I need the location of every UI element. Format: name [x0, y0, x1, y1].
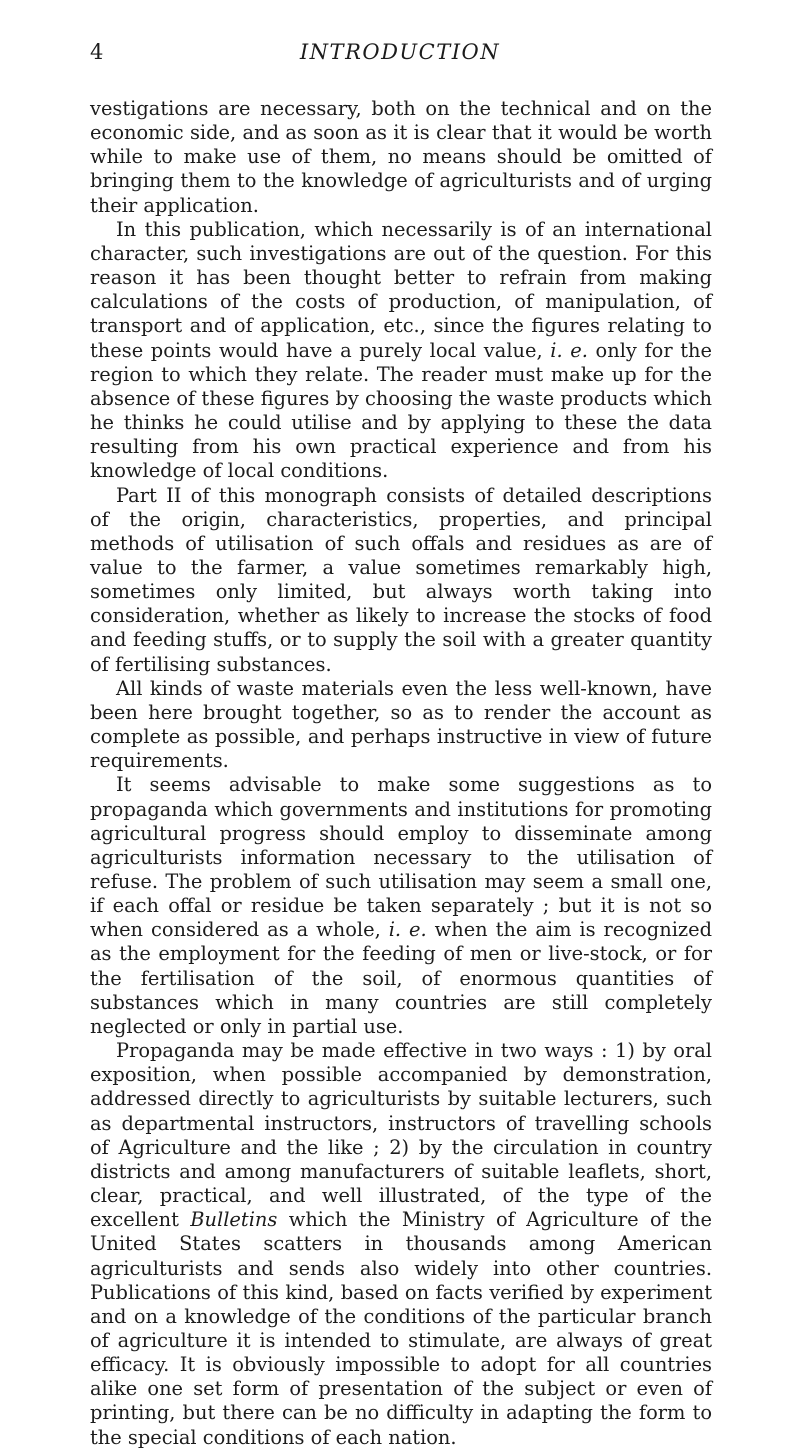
paragraph-text: In this publication, which necessarily is of an international character, such investigations are out of the question. For this reason it has been thought better to refrain from making calculations of the costs of production, of manipulation, of transport and of application, etc., since the figures relating to these points would have a purely local value,	[90, 217, 712, 362]
paragraph-propaganda-suggestions	[90, 773, 712, 1039]
paragraph-text: only for the region to which they relate. The reader must make up for the absence of these figures by choosing the waste products which he thinks he could utilise and by applying to these the data resulting from his own practical experience and from his knowledge of local conditions.	[90, 338, 713, 483]
paragraph-text: Propaganda may be made effective in two ways : 1) by oral exposition, when possible accompanied by demonstration, addressed directly to agriculturists by suitable lecturers, such as departmental instructors, instructors of travelling schools of Agriculture and the like ; 2) by the circulation in country districts and among manufacturers of suitable leaflets, short, clear, practical, and well illustrated, of the type of the excellent	[90, 1039, 712, 1232]
body-text	[90, 97, 712, 1450]
paragraph-text: Part II of this monograph consists of detailed descriptions of the origin, characteristics, properties, and principal methods of utilisation of such offals and residues as are of value to the farmer, a value sometimes remarkably high, sometimes only limited, but always worth taking into consideration, whether as likely to increase the stocks of food and feeding stuffs, or to supply the soil with a greater quantity of fertilising substances.	[90, 483, 712, 676]
paragraph-text: All kinds of waste materials even the less well-known, have been here brought together, so as to render the account as complete as possible, and perhaps instructive in view of future requirements.	[90, 676, 712, 773]
running-head: INTRODUCTION	[299, 40, 501, 64]
page-header	[90, 40, 710, 70]
paragraph-international-character	[90, 218, 712, 484]
page-number: 4	[90, 40, 104, 64]
paragraph-waste-materials	[90, 677, 712, 774]
paragraph-propaganda-methods	[90, 1039, 712, 1450]
italic-ie: i. e.	[550, 338, 588, 362]
italic-ie: i. e.	[388, 918, 427, 942]
italic-bulletins: Bulletins	[190, 1208, 278, 1232]
paragraph-continued	[90, 97, 712, 218]
paragraph-part-two	[90, 484, 712, 677]
paragraph-text: which the Ministry of Agriculture of the United States scatters in thousands among American agriculturists and sends also widely into other countries. Publications of this kind, based on facts verified by experiment and on a knowledge of the conditions of the particular branch of agriculture it is intended to stimulate, are always of great efficacy. It is obviously impossible to adopt for all countries alike one set form of presentation of the subject or even of printing, but there can be no difficulty in adapting the form to the special conditions of each nation.	[90, 1208, 712, 1449]
paragraph-text: when the aim is recognized as the employment for the feeding of men or live-stock, or for the fertilisation of the soil, of enormous quantities of substances which in many countries are still completely neglected or only in partial use.	[90, 918, 713, 1038]
paragraph-text: It seems advisable to make some suggestions as to propaganda which governments and institutions for promoting agricultural progress should employ to disseminate among agriculturists information necessary to the utilisation of refuse. The problem of such utilisation may seem a small one, if each offal or residue be taken separately ; but it is not so when considered as a whole,	[90, 773, 712, 942]
paragraph-text: vestigations are necessary, both on the technical and on the economic side, and as soon as it is clear that it would be worth while to make use of them, no means should be omitted of bringing them to the knowledge of agriculturists and of urging their application.	[90, 97, 712, 217]
